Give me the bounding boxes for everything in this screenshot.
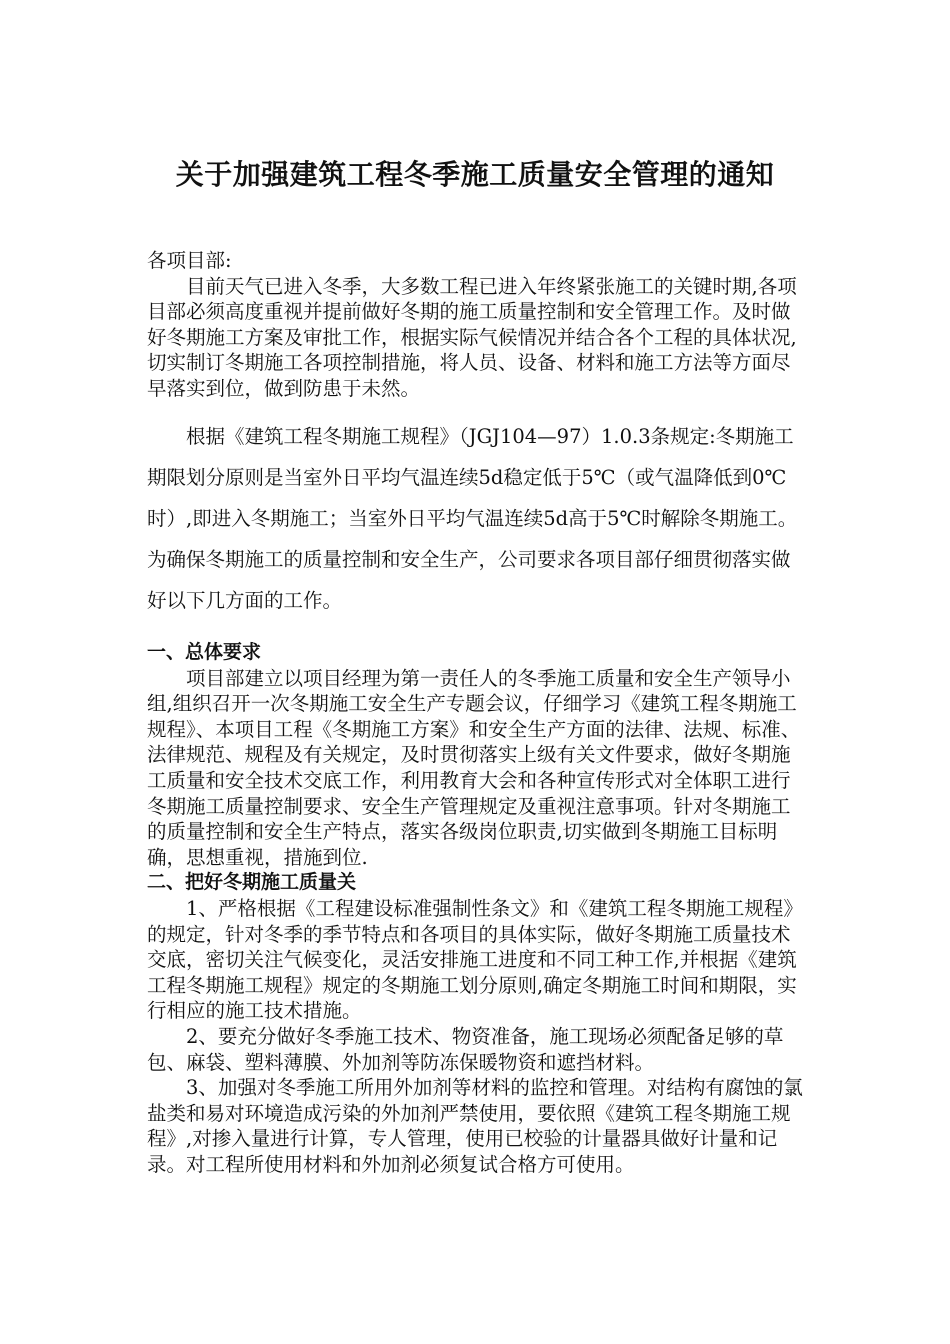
section2-paragraph-1: 1、严格根据《工程建设标准强制性条文》和《建筑工程冬期施工规程》的规定，针对冬季的季节特点和各项目的具体实际，做好冬期施工质量技术交底，密切关注气候变化，灵活安排施工进度和不同工种工作,并根据《建筑工程冬期施工规程》规定的冬期施工划分原则,确定冬期施工时间和期限，实行相应的施工技术措施。 [147, 896, 803, 1023]
document-title: 关于加强建筑工程冬季施工质量安全管理的通知 [175, 158, 775, 191]
salutation: 各项目部: [147, 249, 232, 272]
section-heading-quality: 二、把好冬期施工质量关 [147, 871, 357, 894]
intro-paragraph: 目前天气已进入冬季，大多数工程已进入年终紧张施工的关键时期,各项目部必须高度重视并提前做好冬期的施工质量控制和安全管理工作。及时做好冬期施工方案及审批工作，根据实际气候情况并结合各个工程的具体状况,切实制订冬期施工各项控制措施，将人员、设备、材料和施工方法等方面尽早落实到位，做到防患于未然。 [147, 274, 797, 400]
regulation-section [147, 416, 807, 621]
opening-section [147, 248, 807, 402]
section-heading-general: 一、总体要求 [147, 641, 262, 663]
section2-paragraph-2: 2、要充分做好冬季施工技术、物资准备，施工现场必须配备足够的草包、麻袋、塑料薄膜、外加剂等防冻保暖物资和遮挡材料。 [147, 1024, 784, 1074]
section-general-requirements [147, 640, 807, 1177]
section2-paragraph-3: 3、加强对冬季施工所用外加剂等材料的监控和管理。对结构有腐蚀的氯盐类和易对环境造成污染的外加剂严禁使用，要依照《建筑工程冬期施工规程》,对掺入量进行计算，专人管理，使用已校验的计量器具做好计量和记录。对工程所使用材料和外加剂必须复试合格方可使用。 [147, 1076, 803, 1176]
regulation-paragraph: 根据《建筑工程冬期施工规程》（JGJ104—97）1.0.3条规定:冬期施工期限划分原则是当室外日平均气温连续5d稳定低于5℃（或气温降低到0℃时）,即进入冬期施工；当室外日平均气温连续5d高于5℃时解除冬期施工。为确保冬期施工的质量控制和安全生产，公司要求各项目部仔细贯彻落实做好以下几方面的工作。 [147, 425, 798, 612]
section1-paragraph: 项目部建立以项目经理为第一责任人的冬季施工质量和安全生产领导小组,组织召开一次冬期施工安全生产专题会议，仔细学习《建筑工程冬期施工规程》、本项目工程《冬期施工方案》和安全生产方面的法律、法规、标准、法律规范、规程及有关规定，及时贯彻落实上级有关文件要求，做好冬期施工质量和安全技术交底工作，利用教育大会和各种宣传形式对全体职工进行冬期施工质量控制要求、安全生产管理规定及重视注意事项。针对冬期施工的质量控制和安全生产特点，落实各级岗位职责,切实做到冬期施工目标明确，思想重视，措施到位. [147, 666, 801, 869]
